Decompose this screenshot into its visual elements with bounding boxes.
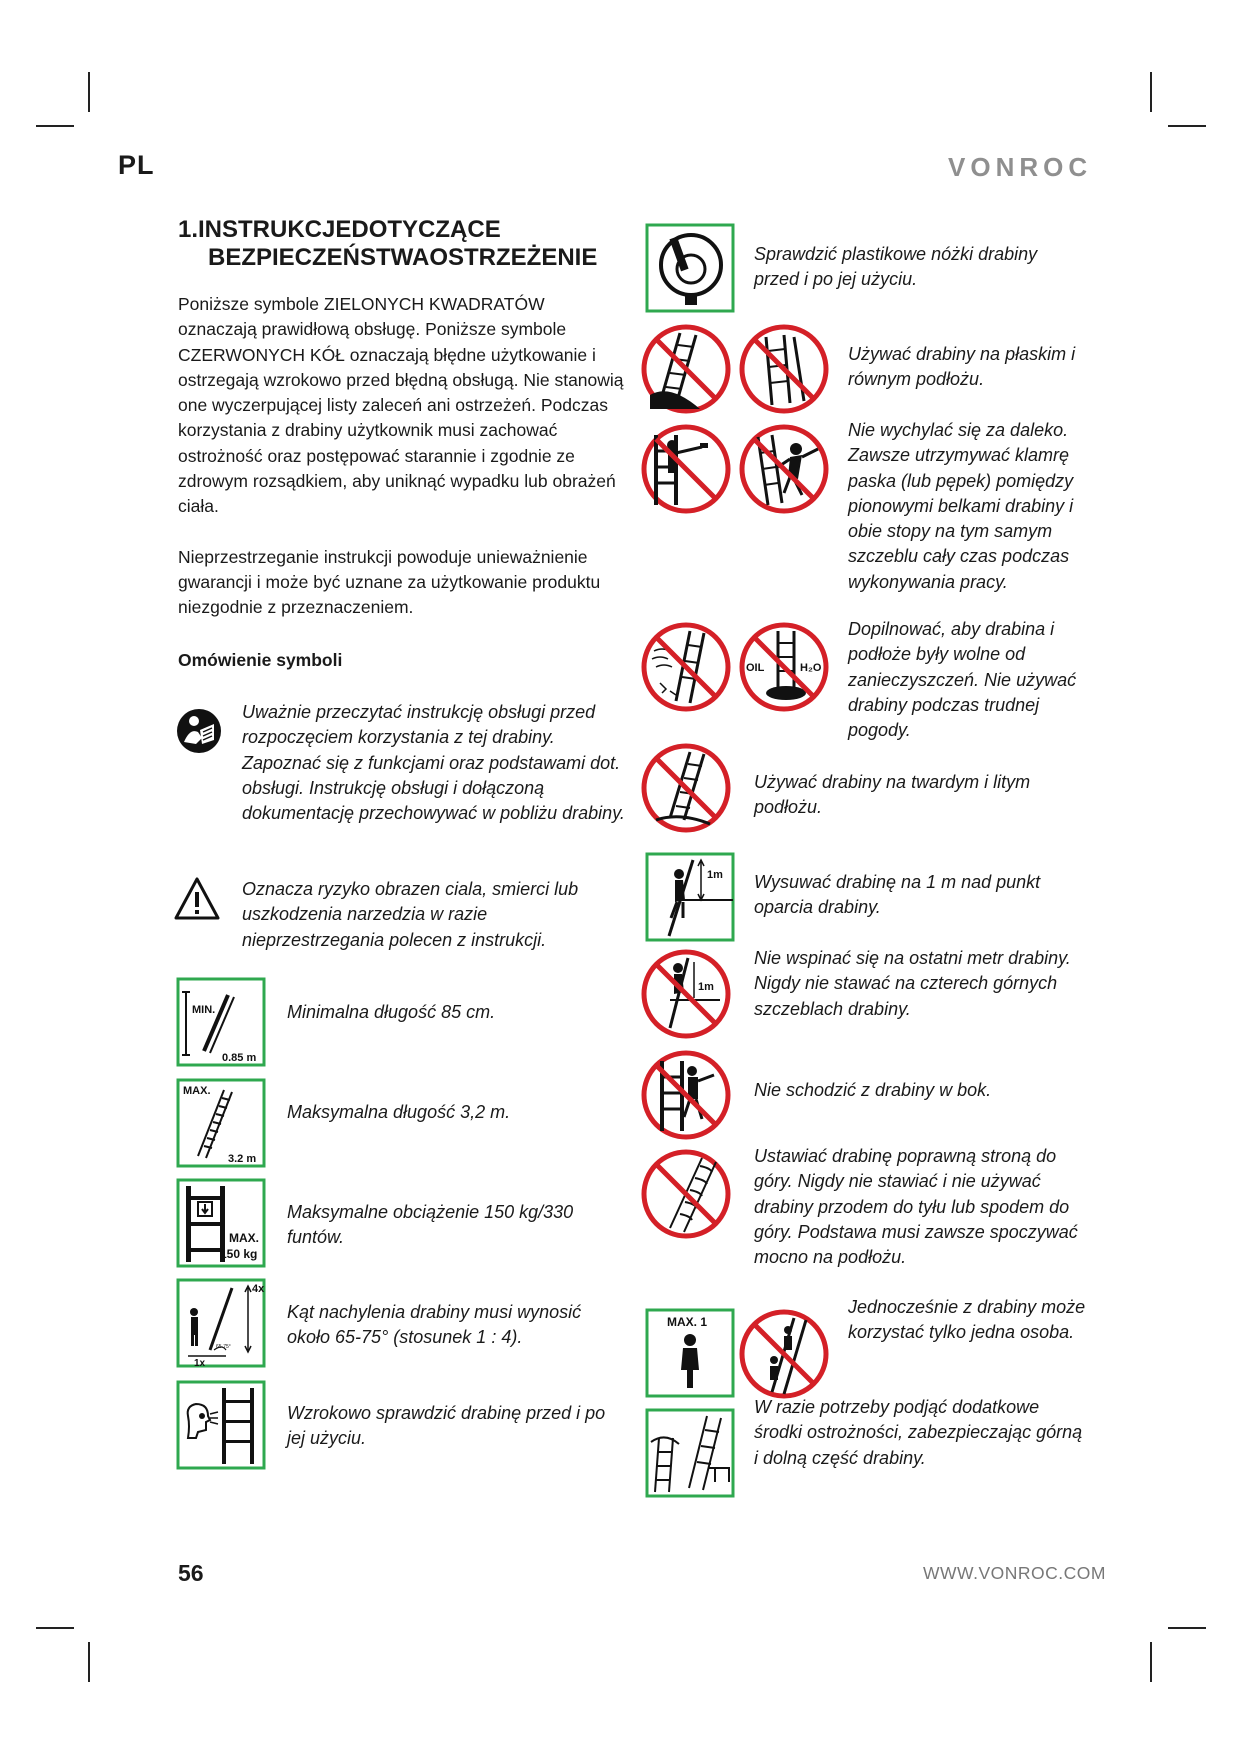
intro-paragraph-1: Poniższe symbole ZIELONYCH KWADRATÓW oznaczają prawidłową obsługę. Poniższe symbole CZERWONYCH KÓŁ oznaczają błędne użytkowanie i ostrzegają wzrokowo przed błędną obsługą. Nie stanowią one wyczerpującej listy zaleceń ani ostrzeżeń. Podczas korzystania z drabiny użytkownik musi zachować ostrożność oraz postępować starannie i zgodnie ze zdrowym rozsądkiem, aby uniknąć wypadku lub obrażeń ciała. xyxy=(178,294,624,517)
contamination-text: Dopilnować, aby drabina i podłoże były wolne od zanieczyszczeń. Nie używać drabiny podczas trudnej pogody. xyxy=(848,619,1077,741)
max-load-text: Maksymalne obciążenie 150 kg/330 funtów. xyxy=(287,1202,574,1248)
max-one-person-icon xyxy=(645,1308,735,1398)
soft-ground-prohibited-icon xyxy=(640,742,732,834)
angle-range: 65-75° xyxy=(216,1344,231,1350)
load-max-label: MAX. xyxy=(229,1231,259,1245)
section-title-line1: 1.INSTRUKCJEDOTYCZĄCE xyxy=(178,216,501,243)
extend-1m-label: 1m xyxy=(707,869,723,881)
upside-down-prohibited-icon xyxy=(640,1148,732,1240)
warning-text: Oznacza ryzyko obrazen ciala, smierci lub uszkodzenia narzedzia w razie nieprzestrzegania polecen z instrukcji. xyxy=(242,879,579,950)
lean-text: Nie wychylać się za daleko. Zawsze utrzymywać klamrę paska (lub pępek) pomiędzy pionowymi belkami drabiny i obie stopy na tym samym szczeblu cały czas podczas wykonywania pracy. xyxy=(848,420,1074,592)
intro-text xyxy=(178,292,628,646)
visual-inspect-icon xyxy=(176,1380,266,1470)
crop-mark xyxy=(1168,125,1206,127)
ratio-top: 4x xyxy=(252,1283,265,1295)
min-label: MIN. xyxy=(192,1004,216,1016)
top-metre-prohibited-icon xyxy=(640,948,732,1040)
orientation-text: Ustawiać drabinę poprawną stroną do góry. Nigdy nie stawiać i nie używać drabiny przodem do tyłu lub spodem do góry. Podstawa musi zawsze spoczywać mocno na podłożu. xyxy=(754,1146,1078,1268)
load-value: 150 kg xyxy=(220,1247,258,1261)
crop-mark xyxy=(1168,1627,1206,1629)
uneven-ground-prohibited-icon xyxy=(640,323,732,415)
bad-weather-prohibited-icon xyxy=(640,621,732,713)
intro-paragraph-2: Nieprzestrzeganie instrukcji powoduje unieważnienie gwarancji i może być uznane za użytkowanie produktu niezgodnie z przeznaczeniem. xyxy=(178,546,601,618)
crop-mark xyxy=(36,1627,74,1629)
flat-text: Używać drabiny na płaskim i równym podłożu. xyxy=(848,344,1076,390)
read-manual-icon xyxy=(176,708,222,754)
crop-mark xyxy=(88,1642,90,1682)
website-url[interactable]: WWW.VONROC.COM xyxy=(923,1563,1106,1583)
page-number: 56 xyxy=(178,1560,204,1586)
oil-label: OIL xyxy=(746,662,765,674)
sideways-prohibited-icon xyxy=(640,1049,732,1141)
one-person-text: Jednocześnie z drabiny może korzystać tylko jedna osoba. xyxy=(848,1297,1086,1343)
inspect-text: Wzrokowo sprawdzić drabinę przed i po jej użyciu. xyxy=(287,1403,606,1449)
slippery-ground-prohibited-icon xyxy=(738,621,830,713)
angle-text: Kąt nachylenia drabiny musi wynosić około 65-75° (stosunek 1 : 4). xyxy=(287,1302,582,1348)
min-length-text: Minimalna długość 85 cm. xyxy=(287,1002,496,1022)
ladder-feet-icon xyxy=(645,223,735,313)
max-length-text: Maksymalna długość 3,2 m. xyxy=(287,1102,511,1122)
warning-triangle-icon xyxy=(174,876,220,922)
sideways-text: Nie schodzić z drabiny w bok. xyxy=(754,1080,992,1100)
max-load-icon xyxy=(176,1178,266,1268)
secure-ladder-icon xyxy=(645,1408,735,1498)
crop-mark xyxy=(88,72,90,112)
two-persons-prohibited-icon xyxy=(738,1308,830,1400)
top-metre-text: Nie wspinać się na ostatni metr drabiny. Nigdy nie stawać na czterech górnych szczeblach drabiny. xyxy=(754,948,1071,1019)
crop-mark xyxy=(1150,72,1152,112)
feet-text: Sprawdzić plastikowe nóżki drabiny przed i po jej użyciu. xyxy=(754,244,1038,290)
brand-logo: VONROC xyxy=(948,152,1093,182)
top-metre-label: 1m xyxy=(698,981,714,993)
extend-text: Wysuwać drabinę na 1 m nad punkt oparcia drabiny. xyxy=(754,872,1041,918)
lean-prohibited-icon-2 xyxy=(738,423,830,515)
ratio-bottom: 1x xyxy=(194,1358,206,1368)
max-label: MAX. xyxy=(183,1085,211,1097)
secure-text: W razie potrzeby podjąć dodatkowe środki ostrożności, zabezpieczając górną i dolną część drabiny. xyxy=(754,1397,1083,1468)
section-title xyxy=(178,216,597,272)
lean-prohibited-icon-1 xyxy=(640,423,732,515)
manual-text: Uważnie przeczytać instrukcję obsługi przed rozpoczęciem korzystania z tej drabiny. Zapoznać się z funkcjami oraz podstawami dot. obsługi. Instrukcję obsługi i dołączoną dokumentację przechowywać w pobliżu drabiny. xyxy=(242,702,625,824)
max-value: 3.2 m xyxy=(228,1153,257,1165)
water-label: H₂O xyxy=(800,662,822,674)
crop-mark xyxy=(1150,1642,1152,1682)
extend-1m-icon xyxy=(645,852,735,942)
angle-icon xyxy=(176,1278,266,1368)
language-code: PL xyxy=(118,150,155,180)
section-title-line2: BEZPIECZEŃSTWAOSTRZEŻENIE xyxy=(208,244,598,271)
max-one-label: MAX. 1 xyxy=(667,1315,708,1329)
max-length-icon xyxy=(176,1078,266,1168)
min-value: 0.85 m xyxy=(222,1052,257,1064)
min-length-icon xyxy=(176,977,266,1067)
crop-mark xyxy=(36,125,74,127)
symbols-heading: Omówienie symboli xyxy=(178,650,343,670)
hard-ground-text: Używać drabiny na twardym i litym podłożu. xyxy=(754,772,1031,818)
tilted-ladder-prohibited-icon xyxy=(738,323,830,415)
